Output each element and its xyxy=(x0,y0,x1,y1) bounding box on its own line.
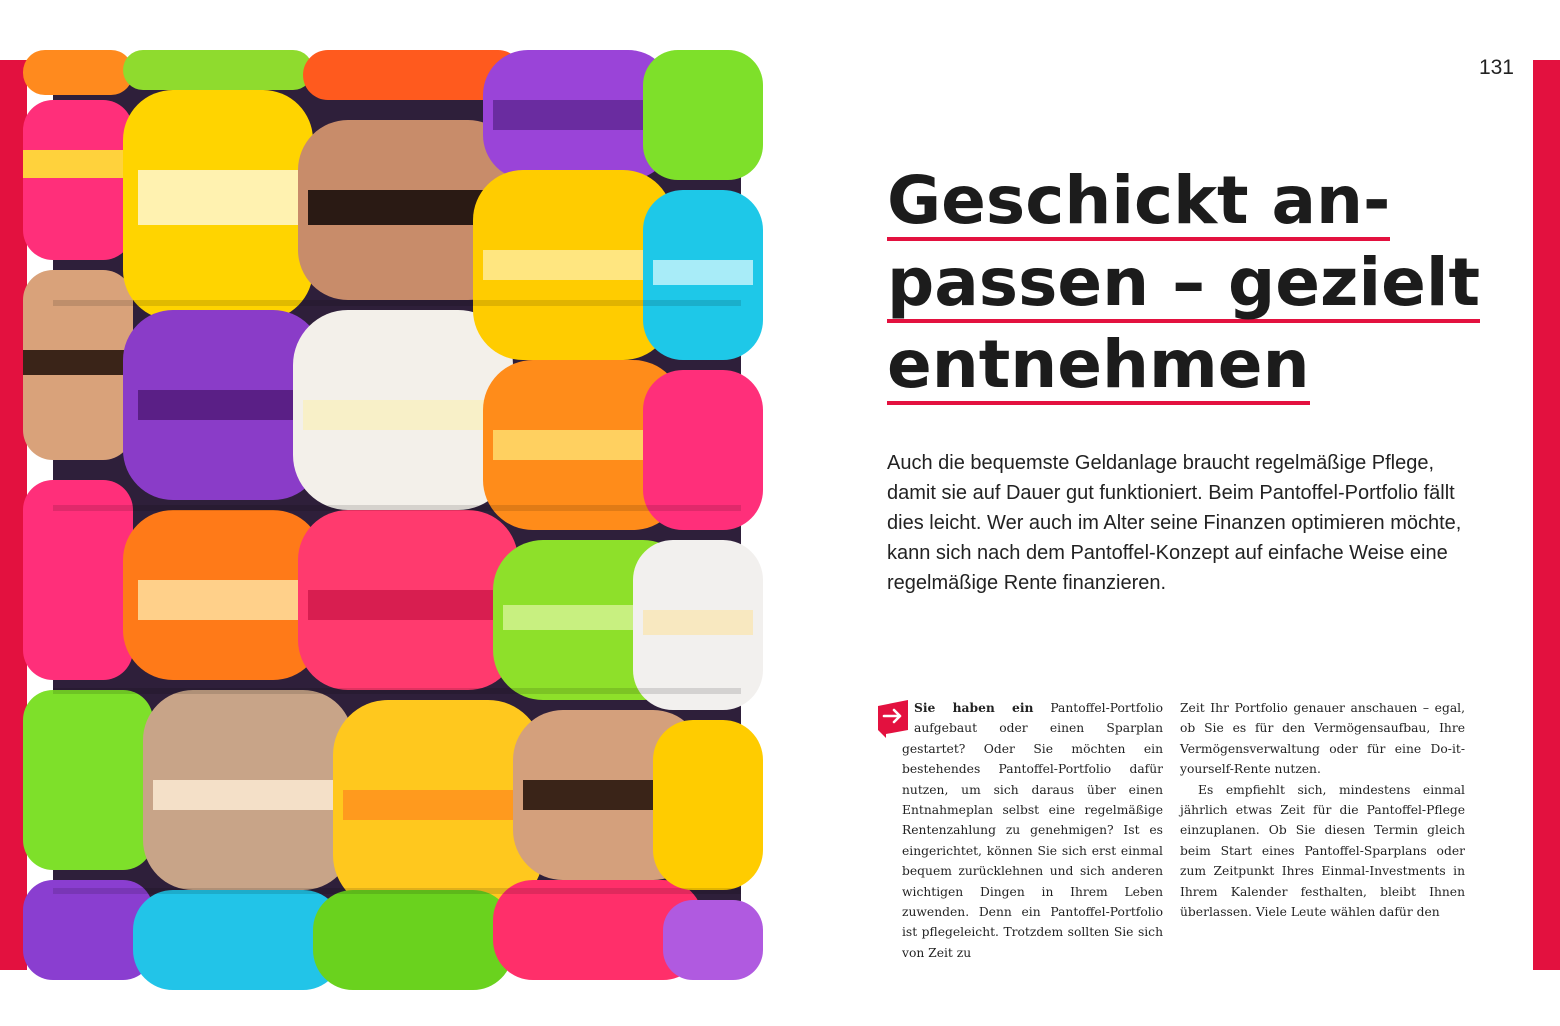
lead-paragraph: Auch die bequemste Geldanlage braucht regelmäßige Pflege, damit sie auf Dauer gut funktioniert. Beim Pantoffel-Portfolio fällt dies leicht. Wer auch im Alter seine Finanzen optimieren möchte, kann sich nach dem Pantoffel-Konzept auf einfache Weise eine regelmäßige Rente finanzieren. xyxy=(887,452,1462,594)
right-accent-bar xyxy=(1533,60,1560,970)
body-column-2-paragraph-1: Zeit Ihr Portfolio genauer anschauen – egal, ob Sie es für den Vermögensaufbau, Ihre Vermögensverwaltung oder für eine Do-it-yourself-Rente nutzen. xyxy=(1180,701,1465,777)
body-column-1 xyxy=(878,698,1163,963)
headline-line-3: entnehmen xyxy=(887,326,1310,403)
macarons-photo xyxy=(53,60,741,970)
headline xyxy=(887,160,1507,406)
page-number: 131 xyxy=(1478,56,1514,79)
body-text-columns xyxy=(878,698,1465,960)
headline-line-2: passen – gezielt xyxy=(887,244,1481,321)
body-column-2 xyxy=(1180,698,1465,922)
headline-line-1: Geschickt an- xyxy=(887,162,1391,239)
lead-in: Sie haben ein xyxy=(914,700,1034,715)
left-accent-bar xyxy=(0,60,27,970)
body-column-1-text: Pantoffel-Portfolio aufgebaut oder einen Sparplan gestartet? Oder Sie möchten ein bestehendes Pantoffel-Portfolio dafür nutzen, um sich daraus über einen Entnahmeplan selbst eine regelmäßige Rentenzahlung zu genehmigen? Ist es eingerichtet, können Sie sich erst einmal bequem zurücklehnen und sich anderen wichtigen Dingen in Ihrem Leben zuwenden. Denn ein Pantoffel-Portfolio ist pflegeleicht. Trotzdem sollten Sie sich von Zeit zu xyxy=(902,701,1163,960)
body-column-2-paragraph-2: Es empfiehlt sich, mindestens einmal jährlich etwas Zeit für die Pantoffel-Pflege einzuplanen. Ob Sie diesen Termin gleich beim Start eines Pantoffel-Sparplans oder zum Zeitpunkt Ihres Einmal-Investments in Ihrem Kalender festhalten, bleibt Ihnen überlassen. Viele Leute wählen dafür den xyxy=(1180,782,1465,920)
arrow-right-icon xyxy=(878,700,908,738)
